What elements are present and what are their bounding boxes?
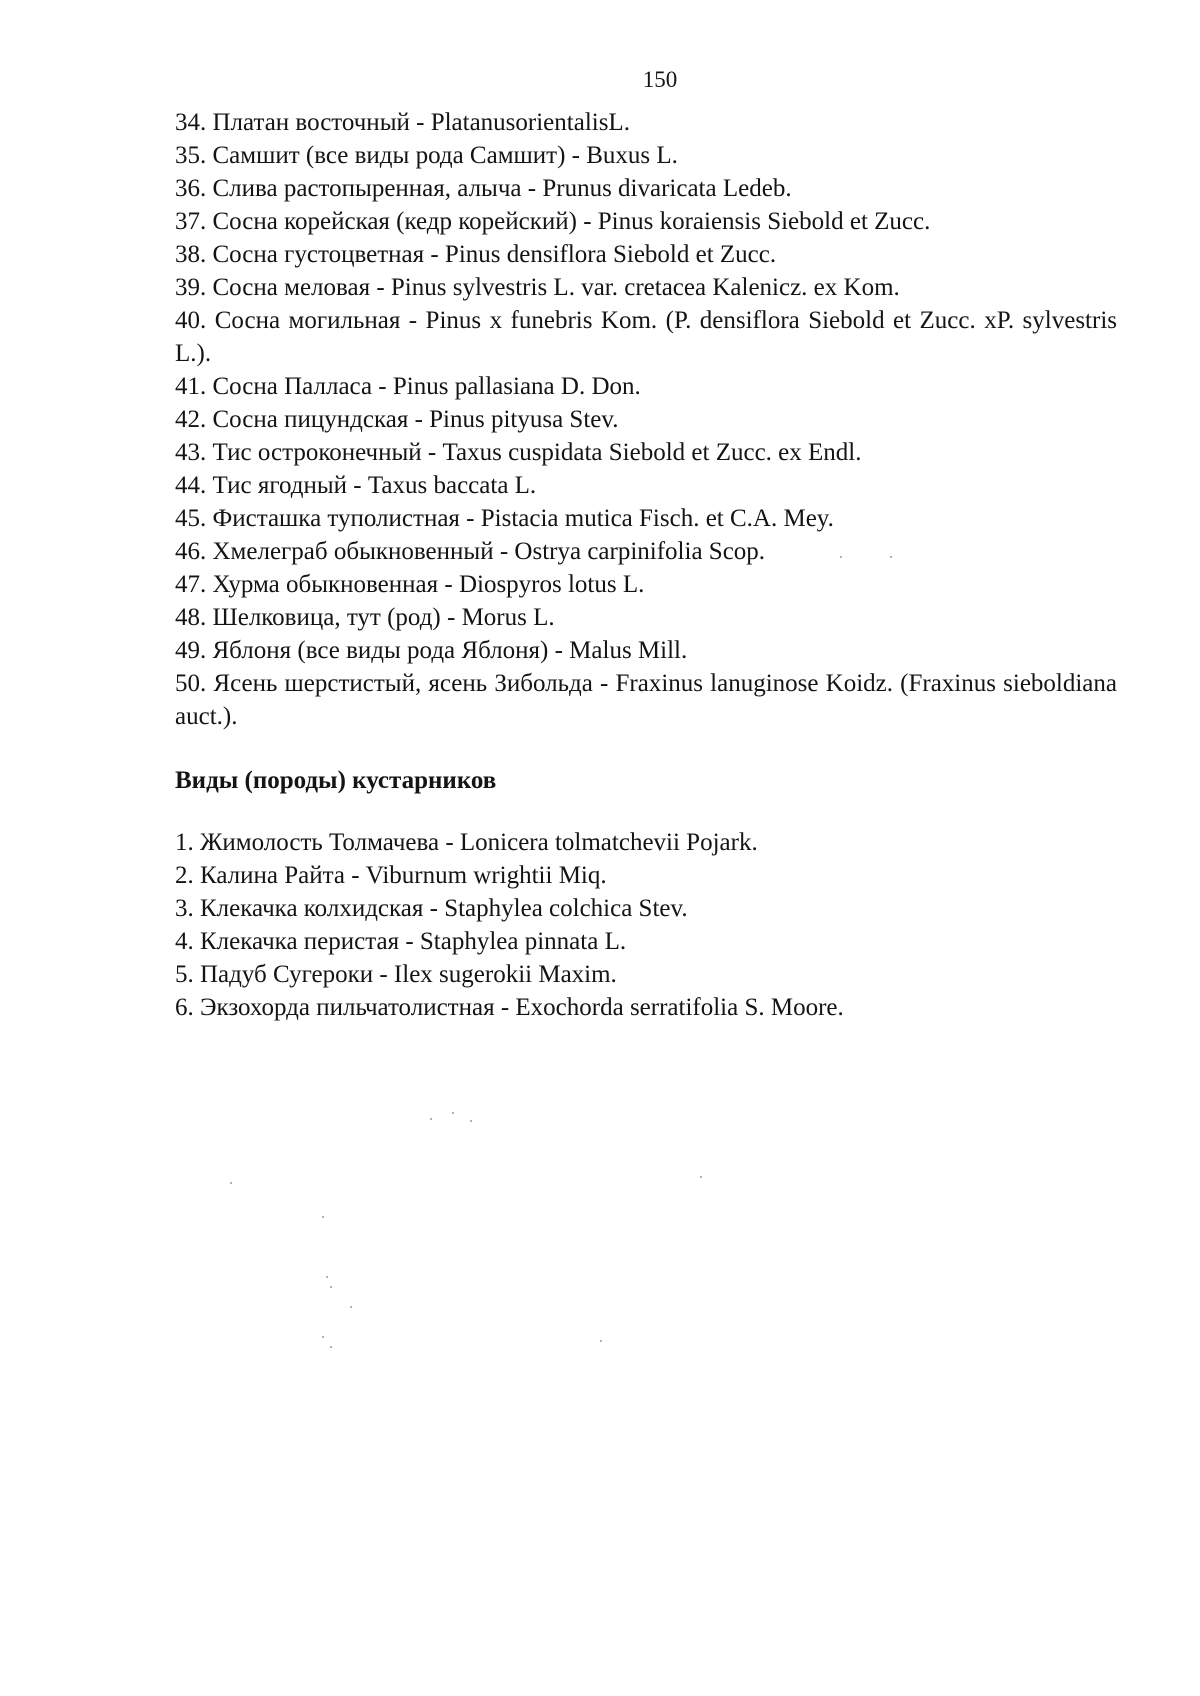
scan-speck: [600, 1340, 602, 1342]
tree-species-list: [175, 106, 1117, 733]
list-item: 4. Клекачка перистая - Staphylea pinnata L.: [175, 928, 627, 955]
scan-speck: [430, 1118, 432, 1120]
list-item: 48. Шелковица, тут (род) - Morus L.: [175, 604, 555, 631]
scan-speck: [330, 1286, 332, 1288]
scan-speck: [350, 1306, 352, 1308]
list-item: 3. Клекачка колхидская - Staphylea colchica Stev.: [175, 895, 688, 922]
list-item: 45. Фисташка туполистная - Pistacia mutica Fisch. et C.A. Mey.: [175, 505, 834, 532]
list-item: 50. Ясень шерстистый, ясень Зибольда - Fraxinus lanuginose Koidz. (Fraxinus sieboldiana auct.).: [175, 670, 1117, 730]
list-item: 6. Экзохорда пильчатолистная - Exochorda serratifolia S. Moore.: [175, 994, 844, 1021]
scan-speck: [322, 1336, 324, 1338]
list-item: 42. Сосна пицундская - Pinus pityusa Stev.: [175, 406, 619, 433]
list-item: 43. Тис остроконечный - Taxus cuspidata Siebold et Zucc. ex Endl.: [175, 439, 862, 466]
list-item: 34. Платан восточный - PlatanusorientalisL.: [175, 109, 630, 136]
section-heading-shrubs: Виды (породы) кустарников: [175, 767, 497, 794]
list-item: 36. Слива растопыренная, алыча - Prunus divaricata Ledeb.: [175, 175, 792, 202]
scan-speck: [840, 556, 842, 558]
list-item: 5. Падуб Сугероки - Ilex sugerokii Maxim.: [175, 961, 617, 988]
scan-speck: [452, 1112, 454, 1114]
list-item: 38. Сосна густоцветная - Pinus densiflora Siebold et Zucc.: [175, 241, 777, 268]
list-item: 39. Сосна меловая - Pinus sylvestris L. var. cretacea Kalenicz. ex Kom.: [175, 274, 900, 301]
scan-speck: [330, 1346, 332, 1348]
list-item: 37. Сосна корейская (кедр корейский) - Pinus koraiensis Siebold et Zucc.: [175, 208, 931, 235]
scan-speck: [322, 1216, 324, 1218]
list-item: 40. Сосна могильная - Pinus x funebris Kom. (P. densiflora Siebold et Zucc. xP. sylvestris L.).: [175, 307, 1117, 367]
page-number: 150: [642, 67, 678, 92]
list-item: 44. Тис ягодный - Taxus baccata L.: [175, 472, 537, 499]
scan-speck: [230, 1182, 232, 1184]
scan-speck: [700, 1176, 702, 1178]
shrub-species-list: [175, 826, 1075, 1024]
list-item: 1. Жимолость Толмачева - Lonicera tolmatchevii Pojark.: [175, 829, 758, 856]
list-item: 47. Хурма обыкновенная - Diospyros lotus L.: [175, 571, 645, 598]
scan-speck: [326, 1276, 328, 1278]
list-item: 41. Сосна Палласа - Pinus pallasiana D. Don.: [175, 373, 641, 400]
list-item: 46. Хмелеграб обыкновенный - Ostrya carpinifolia Scop.: [175, 538, 766, 565]
scan-speck: [890, 556, 892, 558]
list-item: 2. Калина Райта - Viburnum wrightii Miq.: [175, 862, 607, 889]
list-item: 49. Яблоня (все виды рода Яблоня) - Malus Mill.: [175, 637, 688, 664]
list-item: 35. Самшит (все виды рода Самшит) - Buxus L.: [175, 142, 678, 169]
scan-speck: [470, 1120, 472, 1122]
